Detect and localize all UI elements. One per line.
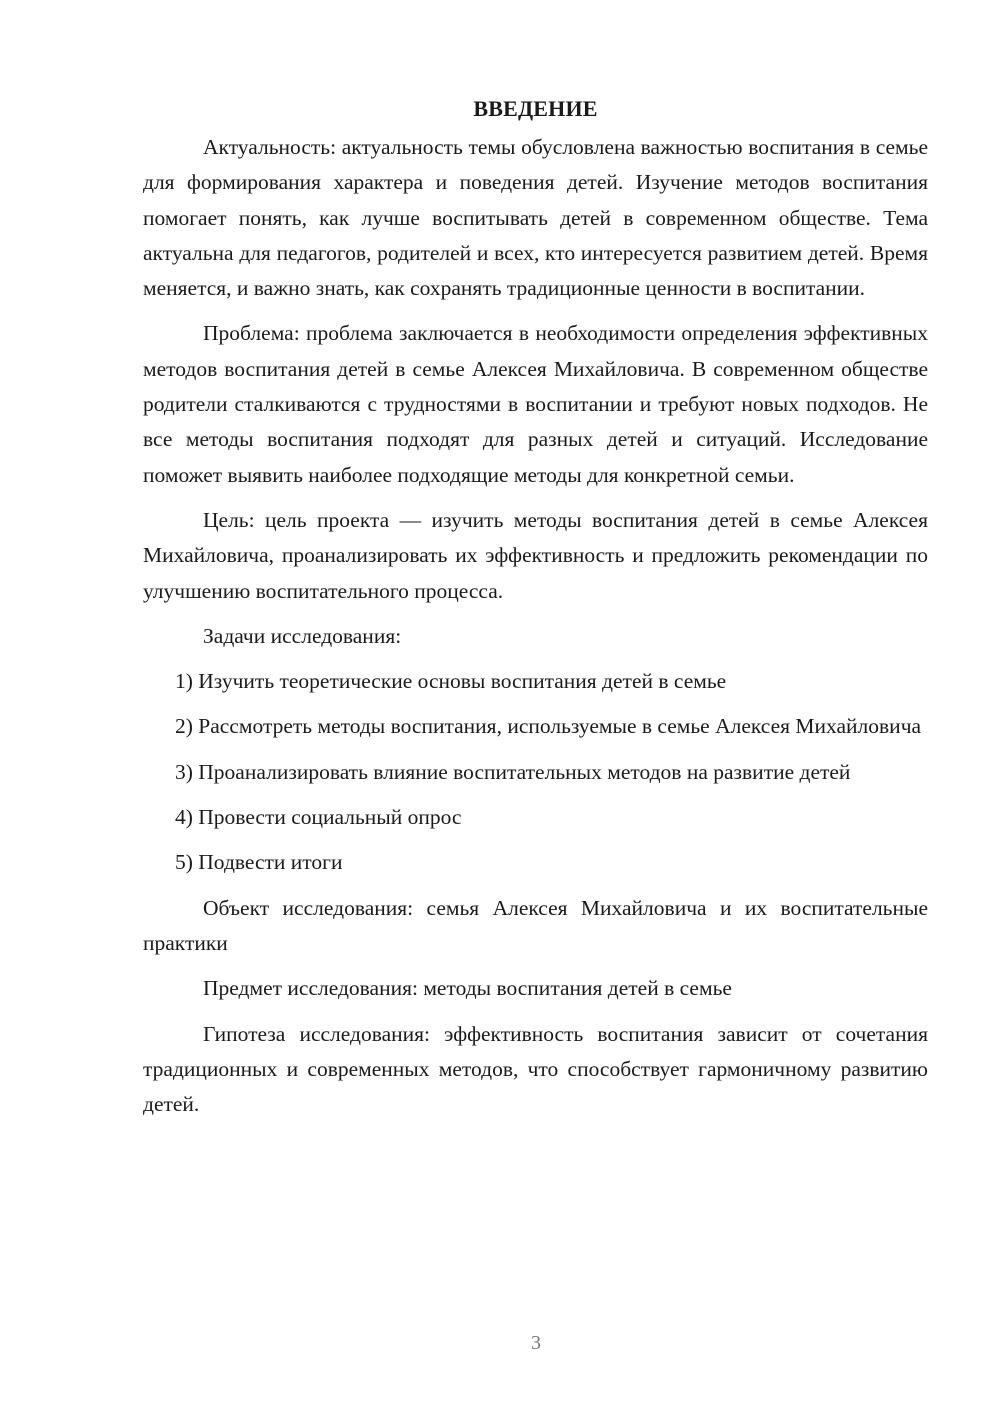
object-paragraph: Объект исследования: семья Алексея Михайловича и их воспитательные практики — [143, 895, 928, 955]
task-item-3: 3) Проанализировать влияние воспитательных методов на развитие детей — [175, 759, 851, 784]
hypothesis-paragraph: Гипотеза исследования: эффективность воспитания зависит от сочетания традиционных и современных методов, что способствует гармоничному развитию детей. — [143, 1021, 928, 1117]
task-item-4: 4) Провести социальный опрос — [175, 805, 462, 830]
goal-paragraph: Цель: цель проекта — изучить методы воспитания детей в семье Алексея Михайловича, проанализировать их эффективность и предложить рекомендации по улучшению воспитательного процесса. — [143, 507, 928, 603]
document-page — [143, 92, 928, 1132]
tasks-heading: Задачи исследования: — [203, 623, 402, 648]
subject-paragraph: Предмет исследования: методы воспитания детей в семье — [203, 976, 732, 1001]
task-item-1: 1) Изучить теоретические основы воспитания детей в семье — [175, 669, 727, 694]
section-title: ВВЕДЕНИЕ — [473, 96, 598, 121]
relevance-paragraph: Актуальность: актуальность темы обусловлена важностью воспитания в семье для формирования характера и поведения детей. Изучение методов воспитания помогает понять, как лучше воспитывать детей в современном обществе. Тема актуальна для педагогов, родителей и всех, кто интересуется развитием детей. Время меняется, и важно знать, как сохранять традиционные ценности в воспитании. — [143, 135, 928, 301]
task-item-2: 2) Рассмотреть методы воспитания, используемые в семье Алексея Михайловича — [175, 714, 922, 739]
problem-paragraph: Проблема: проблема заключается в необходимости определения эффективных методов воспитания детей в семье Алексея Михайловича. В современном обществе родители сталкиваются с трудностями в воспитании и требуют новых подходов. Не все методы воспитания подходят для разных детей и ситуаций. Исследование поможет выявить наиболее подходящие методы для конкретной семьи. — [143, 321, 928, 487]
task-item-5: 5) Подвести итоги — [175, 850, 343, 875]
page-number: 3 — [531, 1332, 541, 1354]
